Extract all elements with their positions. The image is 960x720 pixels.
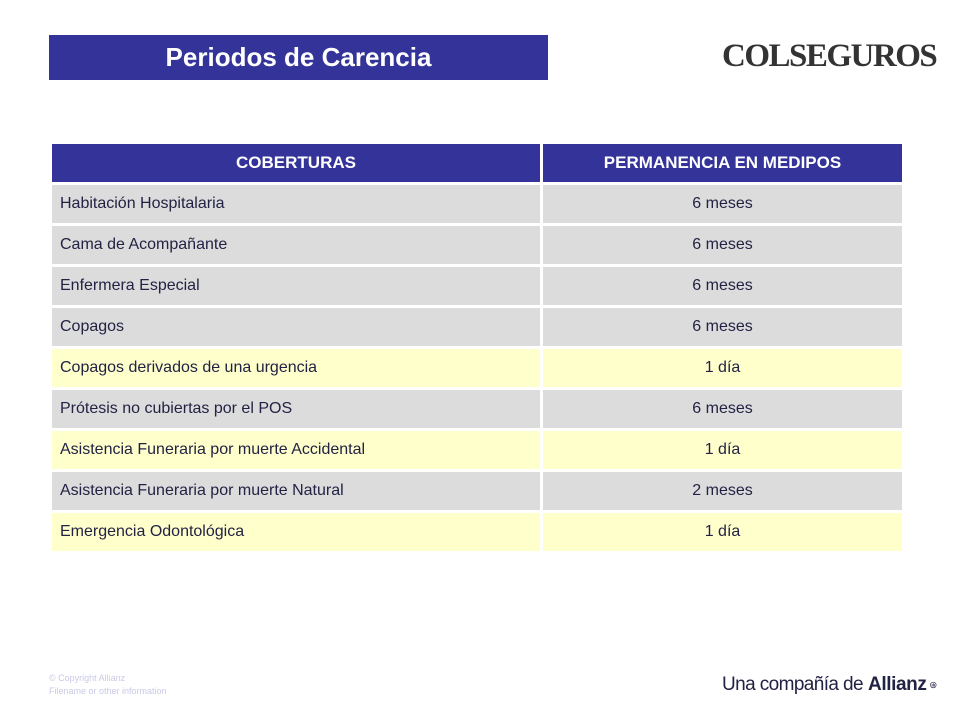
allianz-prefix: Una compañía de [722,674,863,695]
table-row [52,308,902,346]
waiting-period-cell: 6 meses [543,226,902,264]
coverage-name-cell: Copagos derivados de una urgencia [52,349,540,387]
waiting-period-cell: 1 día [543,513,902,551]
coverage-table [49,141,905,554]
page-title [49,35,548,80]
waiting-period-cell: 6 meses [543,185,902,223]
coverage-name-cell: Cama de Acompañante [52,226,540,264]
coverage-name-cell: Asistencia Funeraria por muerte Accidental [52,431,540,469]
allianz-eagle-icon [930,674,937,696]
waiting-period-cell: 6 meses [543,308,902,346]
coverage-name-cell: Habitación Hospitalaria [52,185,540,223]
allianz-brand: Allianz [868,674,927,695]
footer-copyright [49,672,167,698]
table-row [52,185,902,223]
table-row [52,349,902,387]
copyright-text: © Copyright Allianz [49,673,126,683]
column-header-permanencia: PERMANENCIA EN MEDIPOS [543,144,902,182]
waiting-period-cell: 2 meses [543,472,902,510]
table-row [52,390,902,428]
waiting-period-cell: 1 día [543,349,902,387]
table-row [52,472,902,510]
waiting-period-cell: 1 día [543,431,902,469]
coverage-name-cell: Asistencia Funeraria por muerte Natural [52,472,540,510]
coverage-name-cell: Prótesis no cubiertas por el POS [52,390,540,428]
coverage-name-cell: Emergencia Odontológica [52,513,540,551]
coverage-name-cell: Enfermera Especial [52,267,540,305]
table-row [52,513,902,551]
coverage-table-body [52,185,902,551]
colseguros-logo: COLSEGUROS [722,38,937,74]
allianz-tagline [722,672,937,698]
page-title-text: Periodos de Carencia [165,42,432,72]
waiting-period-cell: 6 meses [543,390,902,428]
waiting-period-cell: 6 meses [543,267,902,305]
table-row [52,226,902,264]
table-header-row [52,144,902,182]
filename-text: Filename or other information [49,686,167,696]
column-header-coberturas: COBERTURAS [52,144,540,182]
table-row [52,267,902,305]
coverage-name-cell: Copagos [52,308,540,346]
table-row [52,431,902,469]
